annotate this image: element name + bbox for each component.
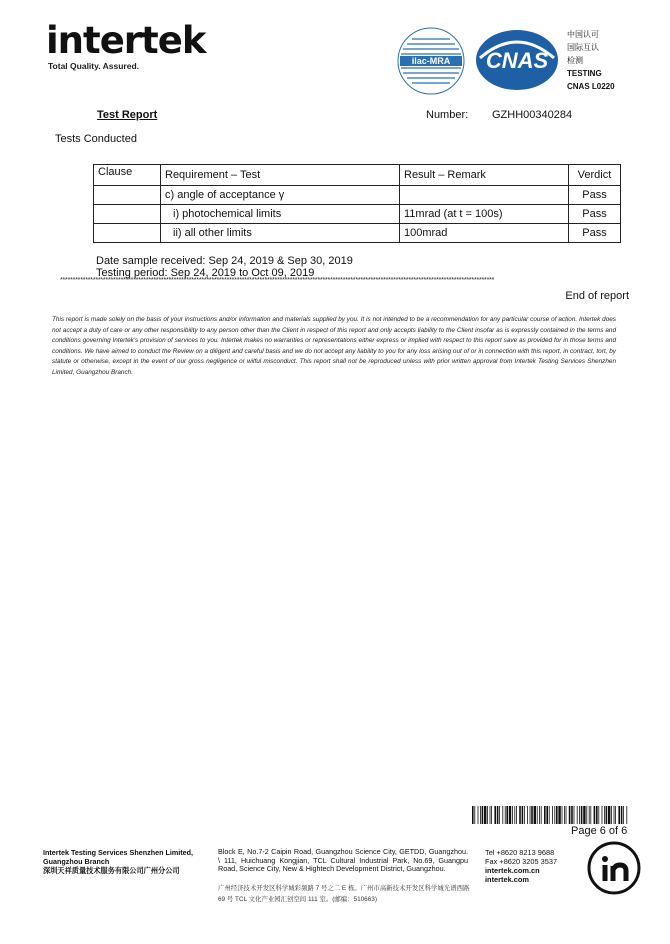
ilac-text: ilac-MRA (411, 56, 451, 66)
cell-verdict: Pass (569, 224, 621, 243)
company-name: Intertek Testing Services Shenzhen Limited, (43, 848, 194, 857)
report-number: GZHH00340284 (492, 109, 573, 121)
header-result: Result – Remark (400, 165, 569, 186)
footer-address-cn: 广州经济技术开发区科学城彩频路 7 号之二 E 栋。广州市高新技术开发区科学城光谱西路 69 号 TCL 文化产业园汇创空间 111 室。(邮编：510663) (218, 885, 470, 903)
accreditation-number: CNAS L0220 (567, 82, 615, 91)
intertek-logo: intertek (46, 19, 206, 62)
number-label: Number: (426, 109, 469, 121)
cell-clause (94, 205, 161, 224)
section-heading: Tests Conducted (55, 133, 137, 145)
date-received: Date sample received: Sep 24, 2019 & Sep 30, 2019 (96, 255, 353, 267)
cell-requirement: i) photochemical limits (161, 205, 400, 224)
cnas-logo (474, 28, 560, 92)
cell-requirement: ii) all other limits (161, 224, 400, 243)
disclaimer-text: This report is made solely on the basis of your instructions and/or information and materials supplied by you. It is not intended to be a recommendation for any particular course of action. Intertek does not accept a duty of care or any other responsibility to any person other than the Client in respect of this report and only accepts liability to the Client insofar as is expressly contained in the terms and conditions governing Intertek's provision of services to you. Intertek makes no warranties or representations either express or implied with respect to this report save as provided for in those terms and conditions. We have aimed to conduct the Review on a diligent and careful basis and we do not accept any liability to you for any loss arising out of or in connection with this report, in contract, tort, by statute or otherwise, except in the event of our gross negligence or wilful misconduct. This report shall not be reproduced unless with prior written approval from Intertek Testing Services Shenzhen Limited, Guangzhou Branch. (52, 316, 616, 376)
footer-contact (485, 848, 557, 884)
header-clause: Clause (94, 165, 161, 186)
cell-result (400, 186, 569, 205)
table-row (94, 224, 621, 243)
dates-block (96, 255, 353, 279)
table-header-row (94, 165, 621, 186)
accreditation-line: 中国认可 (567, 30, 599, 39)
cell-clause (94, 224, 161, 243)
end-of-report: End of report (565, 290, 629, 302)
cell-result: 100mrad (400, 224, 569, 243)
fax: Fax +8620 3205 3537 (485, 857, 558, 866)
table-row (94, 186, 621, 205)
footer-address: Block E, No.7-2 Caipin Road, Guangzhou Science City, GETDD, Guangzhou. \ 111, Huichuang Kongjian, TCL Cultural Industrial Park, No.69, Guangpu Road, Science City, New & Hightech Development District, Guangzhou. (218, 847, 468, 874)
logo-tagline: Total Quality. Assured. (48, 61, 139, 71)
accreditation-line: TESTING (567, 69, 602, 78)
intertek-in-icon (585, 839, 643, 897)
separator-line: **************************************************************************************************************************************************************************** (60, 277, 495, 284)
header-verdict: Verdict (569, 165, 621, 186)
barcode (472, 806, 628, 824)
header-requirement: Requirement – Test (161, 165, 400, 186)
company-branch: Guangzhou Branch (43, 857, 110, 866)
cell-requirement: c) angle of acceptance γ (161, 186, 400, 205)
testing-period: Testing period: Sep 24, 2019 to Oct 09, 2019 (96, 267, 315, 279)
cell-result: 11mrad (at t = 100s) (400, 205, 569, 224)
website-link[interactable]: intertek.com (485, 875, 529, 884)
page-number: Page 6 of 6 (571, 825, 628, 837)
cell-verdict: Pass (569, 186, 621, 205)
company-name-cn: 深圳天祥质量技术服务有限公司广州分公司 (43, 866, 180, 875)
accreditation-line: 检测 (567, 56, 583, 65)
accreditation-line: 国际互认 (567, 43, 599, 52)
cell-verdict: Pass (569, 205, 621, 224)
accreditation-block (567, 28, 615, 93)
cnas-text: CNAS (485, 48, 549, 73)
cell-clause (94, 186, 161, 205)
ilac-mra-logo (397, 27, 465, 95)
footer-company (43, 848, 213, 875)
table-row (94, 205, 621, 224)
report-title: Test Report (97, 109, 158, 121)
results-table (93, 164, 621, 243)
phone: Tel +8620 8213 9688 (485, 848, 555, 857)
website-link[interactable]: intertek.com.cn (485, 866, 540, 875)
